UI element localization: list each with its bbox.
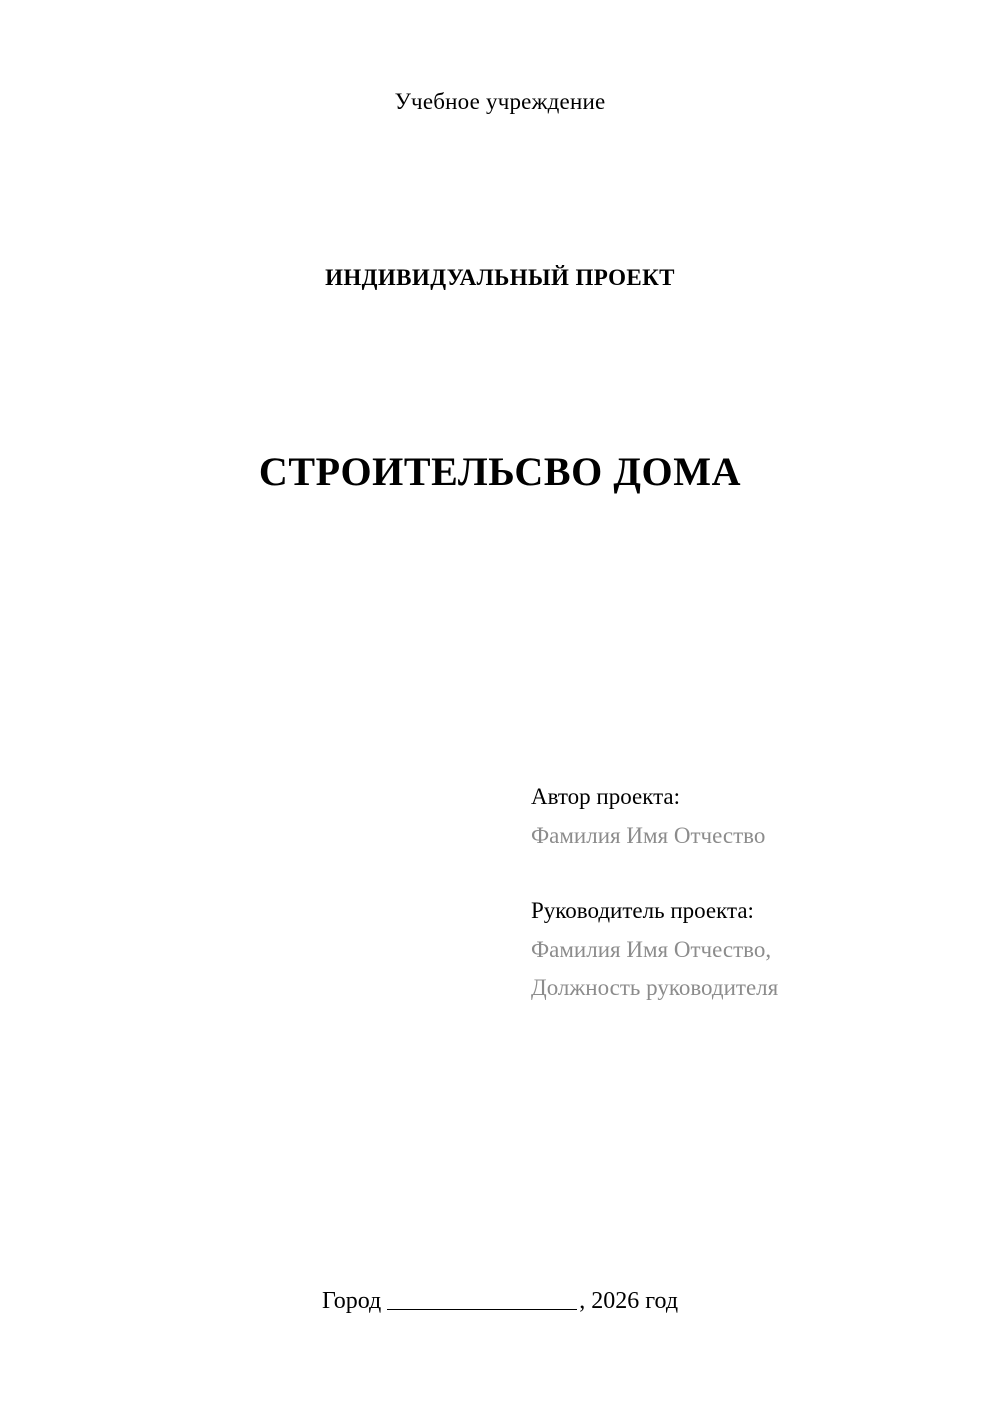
supervisor-label: Руководитель проекта: [531, 898, 754, 923]
project-type-heading: ИНДИВИДУАЛЬНЫЙ ПРОЕКТ [325, 265, 675, 290]
author-name: Фамилия Имя Отчество [531, 823, 766, 848]
authors-spacer [531, 847, 951, 899]
year-text: , 2026 год [579, 1288, 679, 1314]
supervisor-position: Должность руководителя [531, 975, 779, 1000]
city-blank-line [387, 1309, 577, 1310]
author-label: Автор проекта: [531, 784, 680, 809]
city-label: Город [321, 1288, 382, 1314]
supervisor-name: Фамилия Имя Отчество, [531, 937, 772, 962]
footer-city-year [0, 1288, 1000, 1315]
institution-name: Учебное учреждение [394, 89, 606, 114]
authors-block [531, 785, 951, 999]
page-title: СТРОИТЕЛЬСВО ДОМА [258, 449, 742, 494]
